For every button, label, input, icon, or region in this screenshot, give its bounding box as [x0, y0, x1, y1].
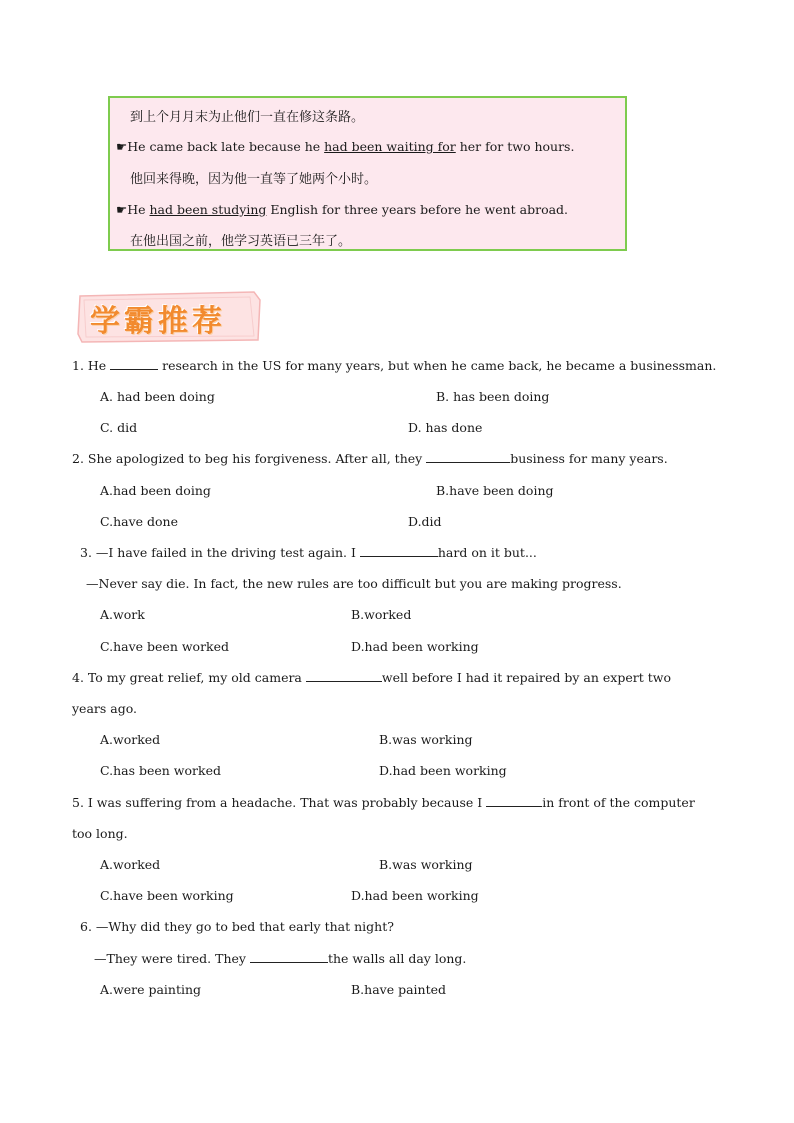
question-3-reply: —Never say die. In fact, the new rules are too difficult but you are making progress.: [86, 576, 622, 591]
question-6: 6. —Why did they go to bed that early that night?: [80, 919, 394, 934]
q2-option-a[interactable]: A.had been doing: [100, 483, 211, 498]
example-sentence-2: ☛He had been studying English for three years before he went abroad.: [116, 202, 569, 217]
q5-option-b[interactable]: B.was working: [379, 857, 473, 872]
q1-option-b[interactable]: B. has been doing: [436, 389, 550, 404]
q2-option-c[interactable]: C.have done: [100, 514, 179, 529]
q4-option-c[interactable]: C.has been worked: [100, 763, 221, 778]
q4-option-a[interactable]: A.worked: [100, 732, 161, 747]
q2-option-d[interactable]: D.did: [408, 514, 442, 529]
q3-option-c[interactable]: C.have been worked: [100, 639, 230, 654]
question-4: 4. To my great relief, my old camera well before I had it repaired by an expert two: [72, 670, 671, 685]
section-banner: [76, 290, 262, 344]
q4-option-d[interactable]: D.had been working: [379, 763, 507, 778]
example-box: [108, 96, 627, 251]
q5-option-d[interactable]: D.had been working: [351, 888, 479, 903]
q3-option-d[interactable]: D.had been working: [351, 639, 479, 654]
question-1: 1. He research in the US for many years, but when he came back, he became a businessman.: [72, 358, 717, 373]
q6-option-a[interactable]: A.were painting: [100, 982, 202, 997]
q5-option-c[interactable]: C.have been working: [100, 888, 234, 903]
banner-title: 学霸推荐: [90, 304, 226, 339]
q1-option-c[interactable]: C. did: [100, 420, 138, 435]
question-4-cont: years ago.: [72, 701, 138, 716]
question-6-reply: —They were tired. They the walls all day long.: [94, 951, 467, 966]
q2-option-b[interactable]: B.have been doing: [436, 483, 554, 498]
q3-option-a[interactable]: A.work: [100, 607, 145, 622]
question-3: 3. —I have failed in the driving test again. I hard on it but...: [80, 545, 537, 560]
q4-option-b[interactable]: B.was working: [379, 732, 473, 747]
example-translation-2: 在他出国之前，他学习英语已三年了。: [130, 234, 352, 249]
example-translation-1: 他回来得晚，因为他一直等了她两个小时。: [130, 172, 378, 187]
q3-option-b[interactable]: B.worked: [351, 607, 412, 622]
q1-option-a[interactable]: A. had been doing: [100, 389, 215, 404]
question-2: 2. She apologized to beg his forgiveness. After all, they business for many years.: [72, 451, 668, 466]
q1-option-d[interactable]: D. has done: [408, 420, 483, 435]
question-5-cont: too long.: [72, 826, 128, 841]
q5-option-a[interactable]: A.worked: [100, 857, 161, 872]
q6-option-b[interactable]: B.have painted: [351, 982, 447, 997]
example-sentence-1: ☛He came back late because he had been waiting for her for two hours.: [116, 139, 575, 154]
hand-pointer-icon: ☛: [116, 202, 128, 217]
hand-pointer-icon: ☛: [116, 139, 128, 154]
example-line-zh-1: 到上个月月末为止他们一直在修这条路。: [130, 110, 365, 125]
question-5: 5. I was suffering from a headache. That was probably because I in front of the computer: [72, 795, 695, 810]
